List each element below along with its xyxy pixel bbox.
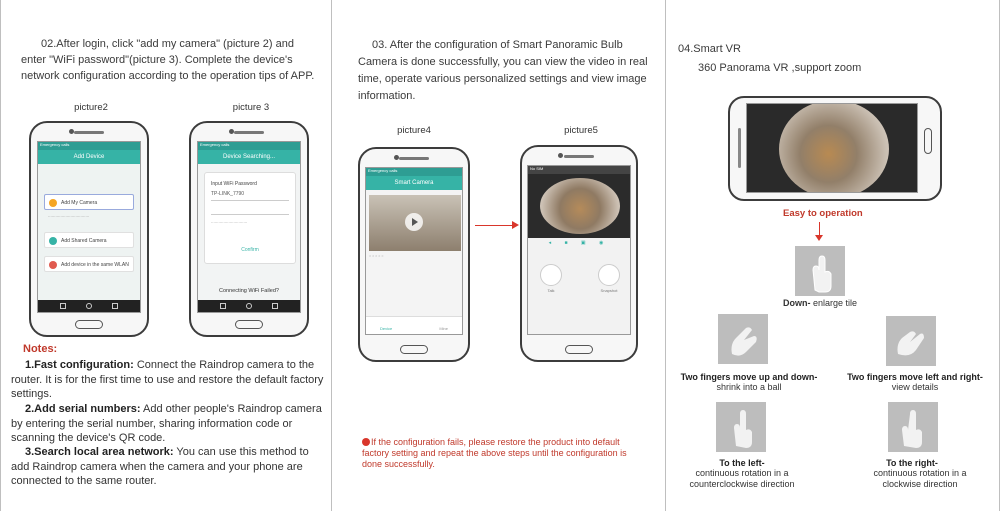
add-shared-camera-row[interactable]: Add Shared Camera bbox=[44, 232, 134, 248]
gesture-left-title: To the left- bbox=[719, 458, 765, 468]
phone-picture4-screen bbox=[365, 167, 463, 335]
gesture-right-desc: continuous rotation in a clockwise direction bbox=[873, 468, 967, 489]
talk-label: Talk bbox=[547, 288, 555, 293]
note-1: 1.Fast configuration: Connect the Raindrop camera to the router. It is for the first time to use and restore the default factory settings. bbox=[11, 359, 324, 400]
down-arrow-icon bbox=[815, 235, 823, 241]
video-area[interactable] bbox=[528, 174, 631, 238]
down-arrow-line bbox=[819, 222, 820, 236]
panel-step-03 bbox=[334, 0, 666, 511]
caption-picture4: picture4 bbox=[397, 125, 431, 136]
warning-text: If the configuration fails, please restore the product into default factory setting and repeat the above steps until the configuration is done successfully. bbox=[362, 437, 627, 469]
phone-picture2 bbox=[29, 121, 149, 337]
gesture-pinch-horizontal-desc: view details bbox=[891, 382, 939, 392]
status-bar: Emergency calls bbox=[38, 142, 140, 150]
status-bar: Emergency calls bbox=[198, 142, 300, 150]
step-02-text: 02.After login, click "add my camera" (picture 2) and enter "WiFi password"(picture 3). Complete the device's network configuration according to the operation tips of APP. bbox=[21, 38, 315, 82]
panel-step-02 bbox=[0, 0, 332, 511]
bottom-tab-bar bbox=[366, 316, 462, 334]
wifi-tips: ............................. bbox=[211, 219, 248, 224]
helper-text: ................................. bbox=[48, 213, 90, 218]
android-nav bbox=[38, 300, 140, 312]
home-button bbox=[235, 320, 263, 329]
control-toolbar[interactable]: ◂ ■ ▣ ◉ bbox=[548, 240, 610, 246]
app-title: Smart Camera bbox=[366, 176, 462, 190]
preview-action-row[interactable]: ○ ○ ○ ○ ○ bbox=[369, 254, 384, 258]
swipe-left-gesture-icon bbox=[716, 402, 766, 452]
tab-device[interactable]: Device bbox=[380, 326, 393, 331]
phone-landscape-vr bbox=[728, 96, 942, 201]
vr-panorama-view bbox=[779, 103, 889, 193]
panel-step-04 bbox=[668, 0, 1000, 511]
talk-button[interactable] bbox=[540, 264, 562, 286]
phone-picture3 bbox=[189, 121, 309, 337]
gesture-pinch-horizontal-title: Two fingers move left and right- bbox=[847, 372, 983, 382]
home-button bbox=[75, 320, 103, 329]
camera-preview-thumbnail[interactable] bbox=[369, 195, 461, 251]
status-bar: Emergency calls bbox=[366, 168, 462, 176]
add-wlan-device-row[interactable]: Add device in the same WLAN bbox=[44, 256, 134, 272]
status-bar: No SIM bbox=[528, 166, 630, 174]
confirm-button[interactable]: Confirm bbox=[241, 247, 259, 253]
home-button bbox=[400, 345, 428, 354]
note-3: 3.Search local area network: You can use this method to add Raindrop camera when the camera and your phone are connected to the same router. bbox=[11, 446, 309, 487]
phone-picture3-screen bbox=[197, 141, 301, 313]
app-title: Device Searching... bbox=[198, 150, 300, 164]
phone-picture4 bbox=[358, 147, 470, 362]
caption-picture3: picture 3 bbox=[232, 102, 270, 113]
wifi-password-field[interactable] bbox=[211, 205, 289, 215]
tab-mine[interactable]: Mine bbox=[439, 326, 448, 331]
wifi-field-label: Input WiFi Password bbox=[211, 181, 257, 187]
vr-screen[interactable] bbox=[746, 103, 918, 193]
home-button bbox=[565, 345, 593, 354]
easy-operation-label: Easy to operation bbox=[783, 208, 863, 219]
caption-picture2: picture2 bbox=[74, 102, 108, 113]
gesture-right-title: To the right- bbox=[886, 458, 938, 468]
gesture-pinch-vertical-title: Two fingers move up and down- bbox=[680, 372, 818, 382]
pinch-vertical-gesture-icon bbox=[718, 314, 768, 364]
arrow-line bbox=[475, 225, 513, 226]
phone-picture5 bbox=[520, 145, 638, 362]
notes-title: Notes: bbox=[23, 343, 58, 355]
wifi-ssid-field[interactable]: TP-LINK_7790 bbox=[211, 191, 289, 201]
pinch-horizontal-gesture-icon bbox=[886, 316, 936, 366]
step-04-title: 04.Smart VR bbox=[678, 43, 741, 55]
step-04-subtitle: 360 Panorama VR ,support zoom bbox=[698, 62, 862, 74]
phone-picture5-screen bbox=[527, 165, 631, 335]
step-03-text: 03. After the configuration of Smart Panoramic Bulb Camera is done successfully, you can view the video in real time, operate various personalized settings and view image information. bbox=[358, 39, 648, 102]
app-title: Add Device bbox=[38, 150, 140, 164]
connect-failed-link[interactable]: Connecting WiFi Failed? bbox=[219, 288, 279, 294]
add-my-camera-row[interactable]: Add My Camera bbox=[44, 194, 134, 210]
warning-icon bbox=[362, 438, 370, 446]
caption-picture5: picture5 bbox=[564, 125, 598, 136]
arrow-head-icon bbox=[512, 221, 519, 229]
tap-down-gesture-icon bbox=[795, 246, 845, 296]
snapshot-label: Snapshot bbox=[600, 288, 618, 293]
note-2: 2.Add serial numbers: Add other people's Raindrop camera by entering the serial number, sharing information code or scanning the device's QR code. bbox=[11, 403, 322, 444]
android-nav bbox=[198, 300, 300, 312]
wifi-dialog bbox=[204, 172, 296, 264]
swipe-right-gesture-icon bbox=[888, 402, 938, 452]
gesture-down-label: Down- enlarge tile bbox=[782, 298, 858, 308]
gesture-left-desc: continuous rotation in a counterclockwise direction bbox=[689, 468, 795, 489]
phone-picture2-screen bbox=[37, 141, 141, 313]
gesture-pinch-vertical-desc: shrink into a ball bbox=[716, 382, 782, 392]
snapshot-button[interactable] bbox=[598, 264, 620, 286]
fisheye-video bbox=[540, 178, 620, 234]
